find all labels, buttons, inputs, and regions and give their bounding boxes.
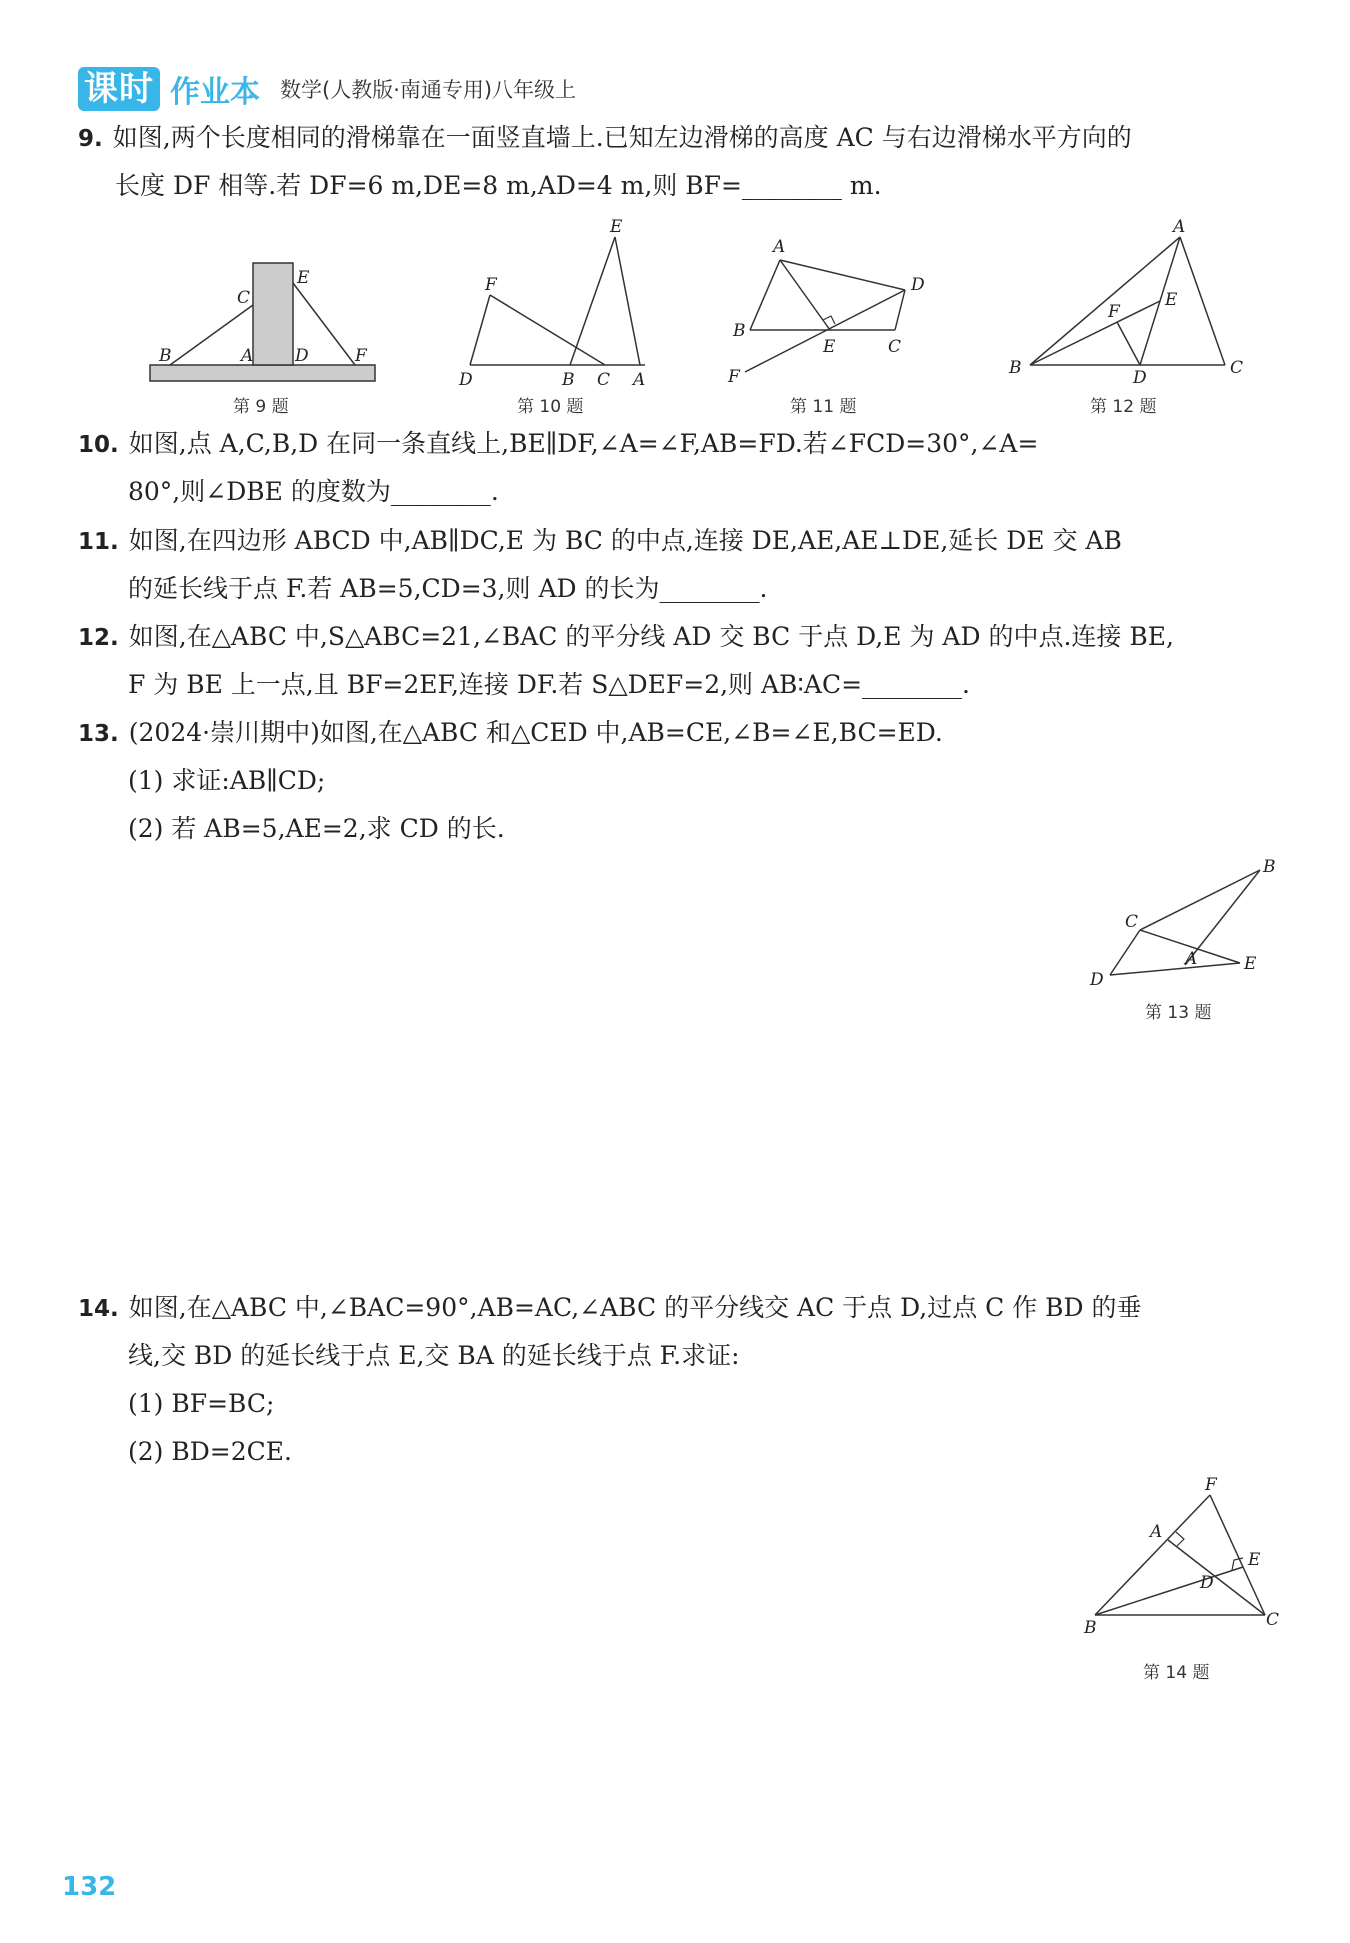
fig9-label-E: E (297, 268, 310, 288)
fig12-label-A: A (1173, 217, 1186, 237)
fig13-label-E: E (1244, 954, 1257, 974)
fig13-label-A: A (1185, 949, 1198, 969)
fig13-label-C: C (1125, 912, 1139, 932)
question-12-text1: 如图,在△ABC 中,S△ABC=21,∠BAC 的平分线 AD 交 BC 于点 D,E 为 AD 的中点.连接 BE, (128, 622, 1174, 651)
figure-14 (1080, 1475, 1280, 1654)
question-10-line2: 80°,则∠DBE 的度数为________. (128, 477, 499, 506)
fig12-label-B: B (1009, 358, 1022, 378)
fig9-label-F: F (355, 346, 367, 366)
question-13-part1: (1) 求证:AB∥CD; (128, 766, 326, 795)
fig11-label-F: F (728, 367, 740, 387)
fig10-label-E: E (610, 217, 623, 237)
question-13-line1 (78, 709, 943, 758)
page-number: 132 (62, 1872, 117, 1902)
fig11-label-E: E (823, 337, 836, 357)
fig9-label-A: A (241, 346, 254, 366)
question-14-line2: 线,交 BD 的延长线于点 E,交 BA 的延长线于点 F.求证: (128, 1341, 740, 1370)
brand-subtitle: 作业本 (170, 75, 260, 110)
question-9-number: 9. (78, 126, 103, 152)
question-10-text1: 如图,点 A,C,B,D 在同一条直线上,BE∥DF,∠A=∠F,AB=FD.若∠FCD=30°,∠A= (128, 429, 1039, 458)
fig14-label-D: D (1200, 1573, 1214, 1593)
fig13-label-D: D (1090, 970, 1104, 990)
question-9-line1 (78, 114, 1132, 163)
page-header (78, 66, 576, 112)
question-12-line2: F 为 BE 上一点,且 BF=2EF,连接 DF.若 S△DEF=2,则 AB∶AC=________. (128, 670, 971, 699)
fig10-label-D: D (459, 370, 473, 390)
fig11-label-A: A (773, 237, 786, 257)
fig13-label-B: B (1263, 857, 1276, 877)
figure-10 (455, 215, 655, 394)
fig12-label-C: C (1230, 358, 1244, 378)
brand-logo: 课时 (78, 67, 160, 111)
question-11-number: 11. (78, 529, 119, 555)
fig11-label-C: C (888, 337, 902, 357)
question-12-line1 (78, 613, 1174, 662)
fig10-label-A: A (633, 370, 646, 390)
question-14-part2: (2) BD=2CE. (128, 1437, 292, 1466)
figure-12-caption: 第 12 题 (1090, 397, 1157, 417)
figure-12 (1005, 215, 1250, 389)
fig9-label-C: C (237, 288, 251, 308)
question-14-line1 (78, 1284, 1142, 1333)
figure-9-caption: 第 9 题 (233, 397, 289, 417)
fig9-label-D: D (295, 346, 309, 366)
fig14-label-C: C (1266, 1610, 1280, 1630)
question-11-text1: 如图,在四边形 ABCD 中,AB∥DC,E 为 BC 的中点,连接 DE,AE,AE⊥DE,延长 DE 交 AB (128, 526, 1122, 555)
figure-9 (145, 255, 385, 389)
question-9-text1: 如图,两个长度相同的滑梯靠在一面竖直墙上.已知左边滑梯的高度 AC 与右边滑梯水平方向的 (112, 123, 1132, 152)
question-11-line1 (78, 517, 1122, 566)
question-14-part1: (1) BF=BC; (128, 1389, 275, 1418)
fig11-label-B: B (733, 321, 746, 341)
book-info: 数学(人教版·南通专用)八年级上 (280, 78, 577, 102)
fig14-label-A: A (1150, 1522, 1163, 1542)
fig12-label-E: E (1165, 290, 1178, 310)
question-14-number: 14. (78, 1296, 119, 1322)
figure-14-caption: 第 14 题 (1143, 1663, 1210, 1683)
figure-10-caption: 第 10 题 (517, 397, 584, 417)
question-11-line2: 的延长线于点 F.若 AB=5,CD=3,则 AD 的长为________. (128, 574, 768, 603)
fig10-label-B: B (562, 370, 575, 390)
figure-13 (1080, 855, 1280, 999)
figure-11-caption: 第 11 题 (790, 397, 857, 417)
fig10-label-C: C (597, 370, 611, 390)
question-13-part2: (2) 若 AB=5,AE=2,求 CD 的长. (128, 814, 505, 843)
question-10-number: 10. (78, 432, 119, 458)
fig14-label-F: F (1205, 1475, 1217, 1495)
fig11-label-D: D (911, 275, 925, 295)
figure-11 (725, 232, 930, 394)
question-10-line1 (78, 420, 1038, 469)
figure-13-caption: 第 13 题 (1145, 1003, 1212, 1023)
question-13-number: 13. (78, 721, 119, 747)
fig14-label-E: E (1248, 1550, 1261, 1570)
question-14-text1: 如图,在△ABC 中,∠BAC=90°,AB=AC,∠ABC 的平分线交 AC 于点 D,过点 C 作 BD 的垂 (128, 1293, 1142, 1322)
fig10-label-F: F (485, 275, 497, 295)
fig14-label-B: B (1084, 1618, 1097, 1638)
fig9-label-B: B (159, 346, 172, 366)
question-12-number: 12. (78, 625, 119, 651)
question-9-line2: 长度 DF 相等.若 DF=6 m,DE=8 m,AD=4 m,则 BF=________ m. (115, 171, 882, 200)
question-13-text1: (2024·崇川期中)如图,在△ABC 和△CED 中,AB=CE,∠B=∠E,BC=ED. (128, 718, 943, 747)
fig12-label-F: F (1108, 302, 1120, 322)
fig12-label-D: D (1133, 368, 1147, 385)
